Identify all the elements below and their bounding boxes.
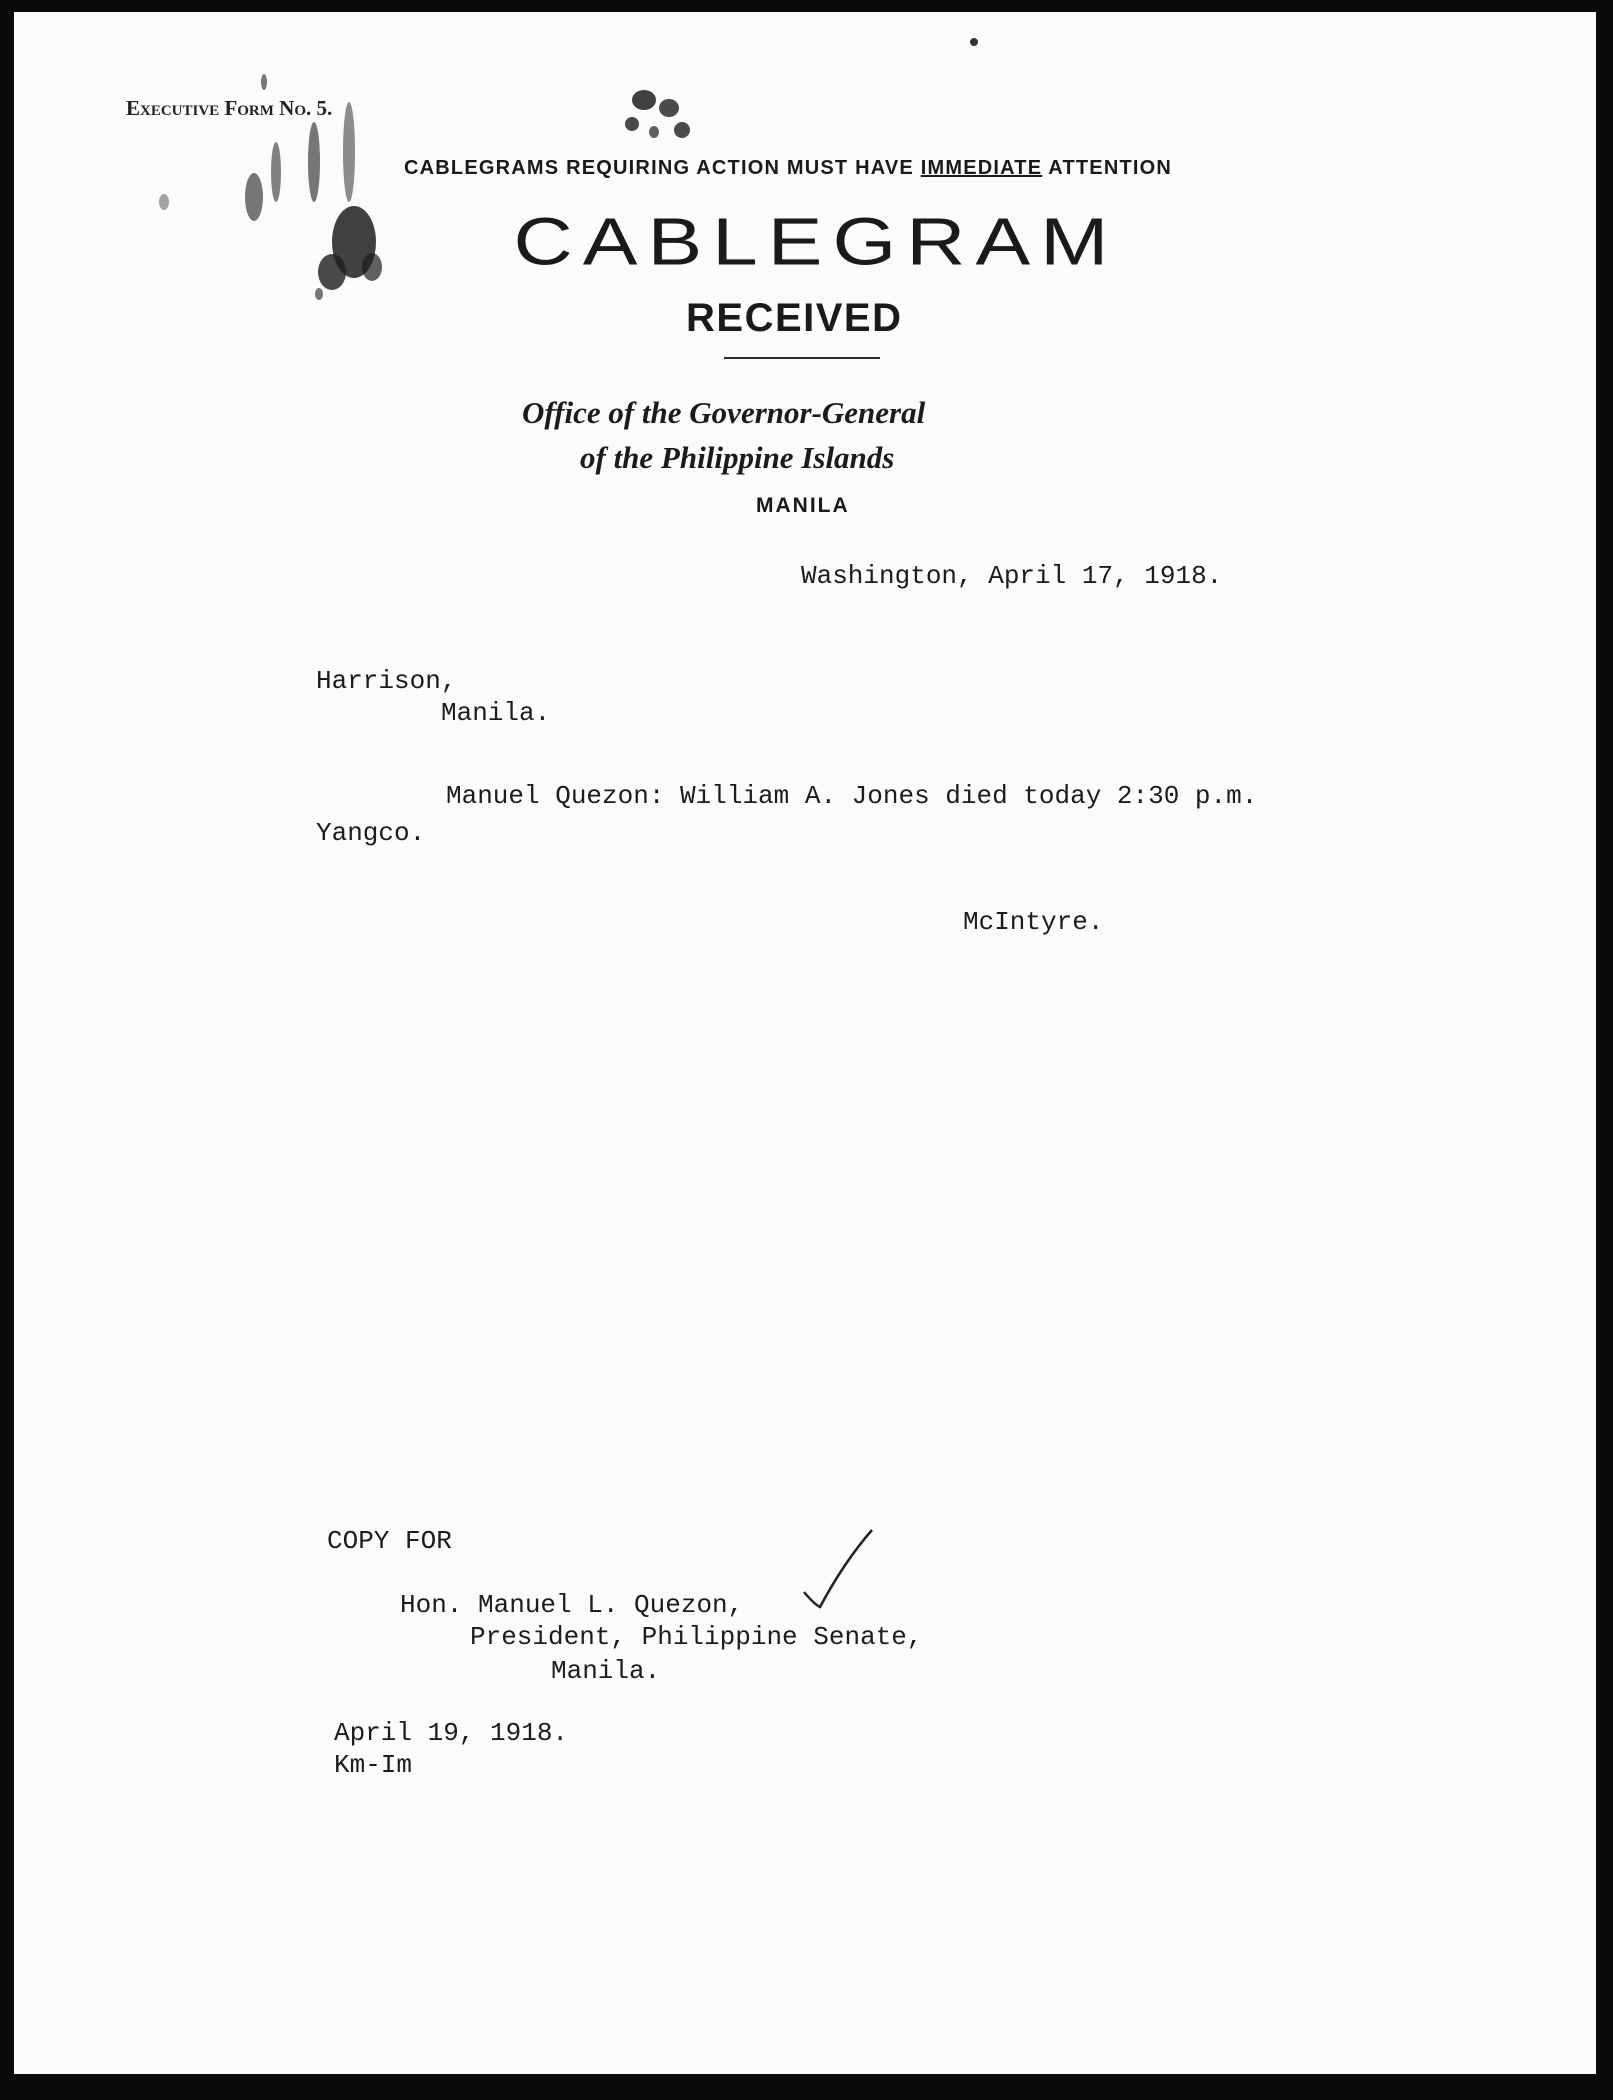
copy-recipient-city: Manila. [551,1656,661,1686]
signature: McIntyre. [963,907,1104,937]
urgency-notice [404,157,1172,180]
place-date: Washington, April 17, 1918. [801,561,1223,591]
copy-recipient: Hon. Manuel L. Quezon, [400,1590,744,1620]
cablegram-page [14,12,1596,2074]
urgency-notice-emphasis: IMMEDIATE [920,157,1043,179]
checkmark [804,1530,872,1607]
message-line-1: Manuel Quezon: William A. Jones died today 2:30 p.m. [446,781,1258,811]
message-line-2: Yangco. [316,818,426,848]
urgency-notice-post: ATTENTION [1048,157,1173,179]
copy-heading: COPY FOR [327,1526,452,1556]
form-number: Executive Form No. 5. [126,96,333,120]
typist-initials: Km-Im [334,1750,413,1780]
divider [724,357,880,359]
copy-date: April 19, 1918. [334,1718,569,1748]
office-line-1: Office of the Governor-General [522,395,926,430]
urgency-notice-pre: CABLEGRAMS REQUIRING ACTION MUST HAVE [404,157,914,179]
office-line-2: of the Philippine Islands [580,440,895,475]
copy-recipient-title: President, Philippine Senate, [470,1622,923,1652]
document-subtitle: RECEIVED [686,296,903,340]
addressee: Harrison, [316,666,457,696]
addressee-city: Manila. [441,698,551,728]
letterhead-city: MANILA [756,494,850,517]
document-title: CABLEGRAM [513,204,1119,280]
